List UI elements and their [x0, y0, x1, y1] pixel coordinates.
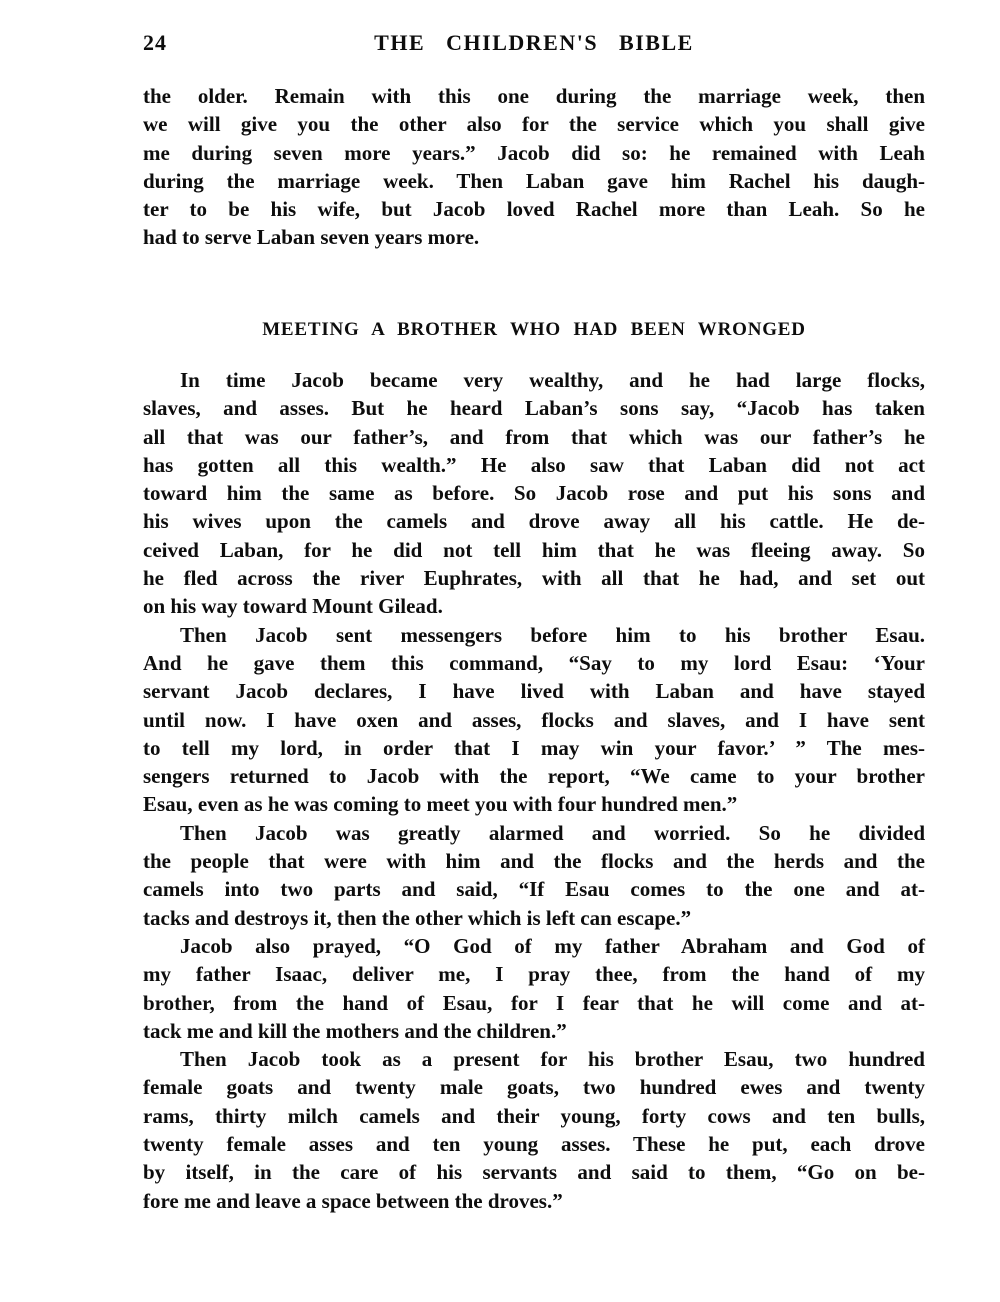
- text-line: ter to be his wife, but Jacob loved Rachel more than Leah. So he: [143, 197, 925, 222]
- text-line: the older. Remain with this one during the marriage week, then: [143, 84, 925, 108]
- text-line: had to serve Laban seven years more.: [143, 225, 480, 250]
- text-line: sengers returned to Jacob with the report, “We came to your brother: [143, 764, 925, 789]
- text-line: Jacob also prayed, “O God of my father Abraham and God of: [180, 933, 925, 958]
- text-line: Then Jacob sent messengers before him to his brother Esau.: [180, 622, 925, 647]
- text-line: until now. I have oxen and asses, flocks and slaves, and I have sent: [143, 707, 925, 732]
- page-number: 24: [143, 30, 167, 55]
- text-line: the people that were with him and the flocks and the herds and the: [143, 849, 925, 874]
- opening-paragraph: [143, 82, 925, 252]
- text-line: his wives upon the camels and drove away all his cattle. He de-: [143, 509, 925, 534]
- text-line: all that was our father’s, and from that which was our father’s he: [143, 424, 925, 449]
- text-line: during the marriage week. Then Laban gave him Rachel his daugh-: [143, 168, 925, 193]
- text-line: slaves, and asses. But he heard Laban’s sons say, “Jacob has taken: [143, 396, 925, 421]
- body-paragraphs: [143, 366, 925, 1215]
- text-line: to tell my lord, in order that I may win your favor.’ ” The mes-: [143, 735, 925, 760]
- text-line: my father Isaac, deliver me, I pray thee, from the hand of my: [143, 962, 925, 987]
- text-line: camels into two parts and said, “If Esau comes to the one and at-: [143, 877, 925, 902]
- text-line: brother, from the hand of Esau, for I fear that he will come and at-: [143, 990, 925, 1015]
- text-line: fore me and leave a space between the droves.”: [143, 1188, 563, 1213]
- text-line: toward him the same as before. So Jacob rose and put his sons and: [143, 481, 925, 506]
- text-line: tacks and destroys it, then the other which is left can escape.”: [143, 905, 692, 930]
- running-header: [143, 30, 925, 58]
- running-title: THE CHILDREN'S BIBLE: [374, 30, 694, 55]
- text-line: on his way toward Mount Gilead.: [143, 594, 443, 619]
- text-line: And he gave them this command, “Say to my lord Esau: ‘Your: [143, 650, 925, 675]
- text-line: we will give you the other also for the service which you shall give: [143, 112, 925, 137]
- text-line: twenty female asses and ten young asses. These he put, each drove: [143, 1132, 925, 1157]
- text-line: rams, thirty milch camels and their young, forty cows and ten bulls,: [143, 1103, 925, 1128]
- text-line: me during seven more years.” Jacob did so: he remained with Leah: [143, 140, 925, 165]
- text-line: Then Jacob was greatly alarmed and worried. So he divided: [180, 820, 925, 845]
- text-line: has gotten all this wealth.” He also saw that Laban did not act: [143, 452, 925, 477]
- text-line: ceived Laban, for he did not tell him that he was fleeing away. So: [143, 537, 925, 562]
- text-line: he fled across the river Euphrates, with all that he had, and set out: [143, 566, 925, 591]
- text-line: servant Jacob declares, I have lived with Laban and have stayed: [143, 679, 925, 704]
- text-line: Then Jacob took as a present for his brother Esau, two hundred: [180, 1047, 925, 1072]
- text-line: female goats and twenty male goats, two hundred ewes and twenty: [143, 1075, 925, 1100]
- text-line: In time Jacob became very wealthy, and he had large flocks,: [180, 368, 925, 392]
- text-line: Esau, even as he was coming to meet you with four hundred men.”: [143, 792, 738, 817]
- section-heading: MEETING A BROTHER WHO HAD BEEN WRONGED: [262, 319, 806, 340]
- text-line: by itself, in the care of his servants and said to them, “Go on be-: [143, 1160, 925, 1185]
- text-line: tack me and kill the mothers and the children.”: [143, 1018, 567, 1043]
